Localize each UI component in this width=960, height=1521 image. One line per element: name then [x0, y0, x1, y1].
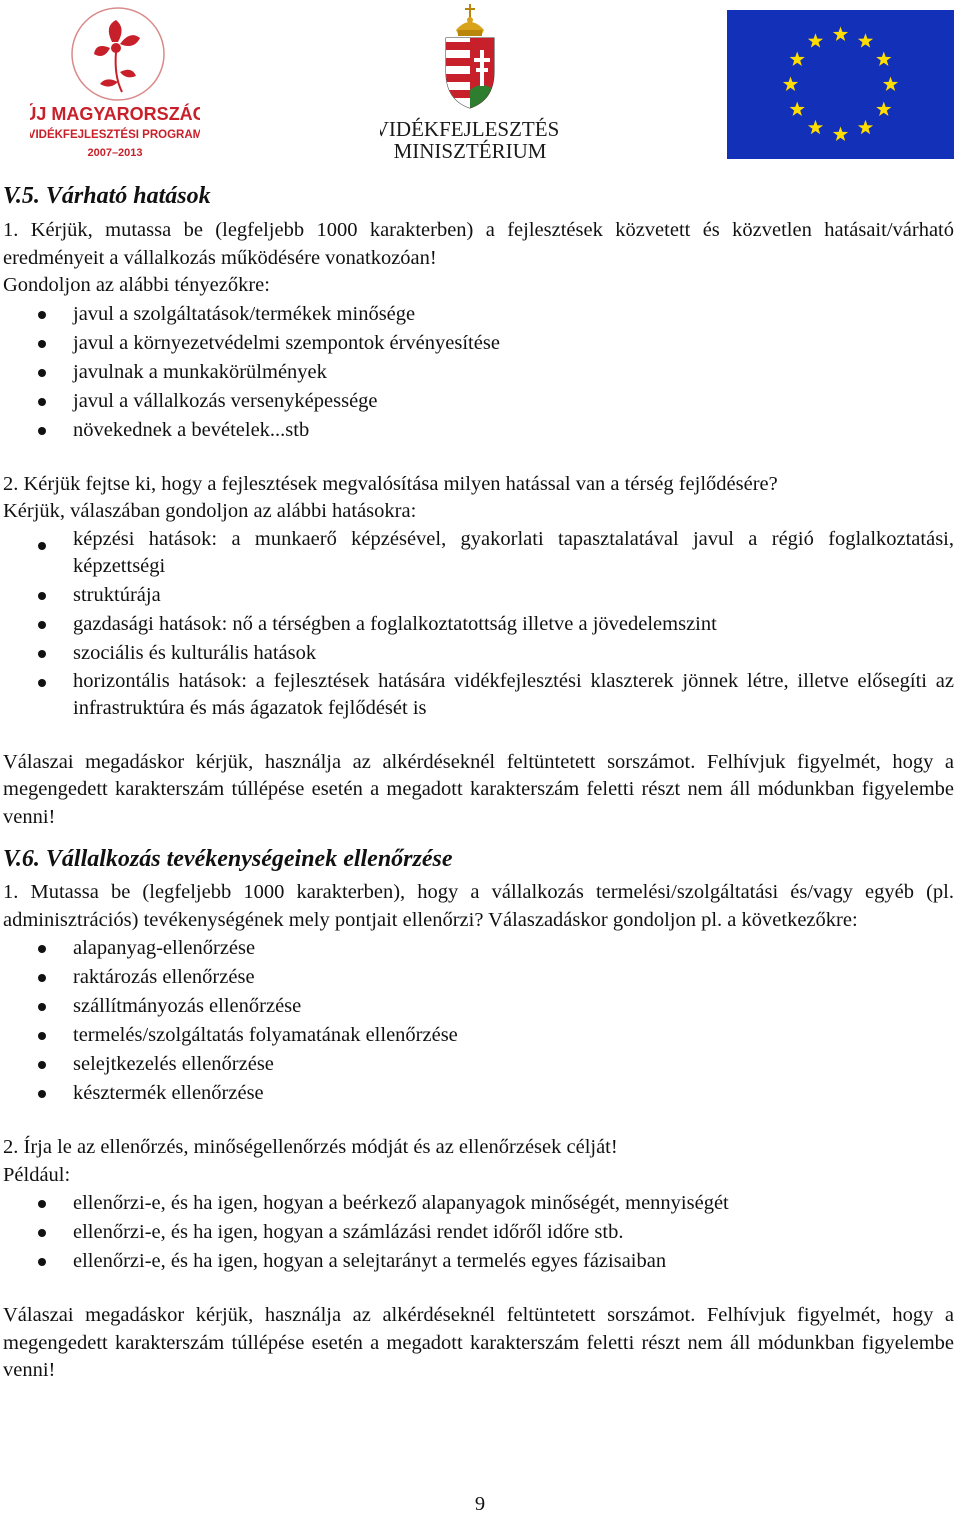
list-item: képzési hatások: a munkaerő képzésével, gyakorlati tapasztalatával javul a régió foglalkoztatási, képzettségi: [3, 526, 954, 581]
bullet-list-v6-1: [3, 934, 954, 1108]
list-item: javul a szolgáltatások/termékek minősége: [3, 300, 954, 329]
bullet-list-v5-1: [3, 300, 954, 445]
section-heading-v6: V.6. Vállalkozás tevékenységeinek ellenőrzése: [3, 846, 453, 872]
svg-text:ÚJ MAGYARORSZÁG: ÚJ MAGYARORSZÁG: [30, 104, 200, 124]
svg-text:VIDÉKFEJLESZTÉSI: VIDÉKFEJLESZTÉSI: [380, 117, 560, 141]
list-item: termelés/szolgáltatás folyamatának ellenőrzése: [3, 1021, 954, 1050]
question-v6-2-intro: Például:: [3, 1163, 71, 1186]
question-v5-1: 1. Kérjük, mutassa be (legfeljebb 1000 karakterben) a fejlesztések közvetett és közvetlen hatásait/várható eredményeit a vállalkozás működésére vonatkozóan!: [3, 219, 954, 269]
note-v6: Válaszai megadáskor kérjük, használja az alkérdéseknél feltüntetett sorszámot. Felhívjuk figyelmét, hogy a megengedett karakterszám túllépése esetén a megadott karakterszám feletti részt nem áll módunkban figyelembe venni!: [3, 1304, 954, 1381]
list-item: késztermék ellenőrzése: [3, 1079, 954, 1108]
list-item: alapanyag-ellenőrzése: [3, 934, 954, 963]
list-item: gazdasági hatások: nő a térségben a foglalkoztatottság illetve a jövedelemszint: [3, 610, 954, 639]
bullet-list-v5-2: [3, 526, 954, 723]
svg-text:VIDÉKFEJLESZTÉSI PROGRAM: VIDÉKFEJLESZTÉSI PROGRAM: [30, 129, 200, 141]
list-item: szállítmányozás ellenőrzése: [3, 992, 954, 1021]
list-item: javulnak a munkakörülmények: [3, 358, 954, 387]
question-v6-1: 1. Mutassa be (legfeljebb 1000 karakterben), hogy a vállalkozás termelési/szolgáltatási és/vagy egyéb (pl. adminisztrációs) tevékenységének mely pontjait ellenőrzi? Válaszadáskor gondoljon pl. a következőkre:: [3, 881, 954, 931]
list-item: selejtkezelés ellenőrzése: [3, 1050, 954, 1079]
document-body: [3, 180, 954, 1385]
question-v5-2-intro: Kérjük, válaszában gondoljon az alábbi hatásokra:: [3, 500, 417, 522]
svg-text:MINISZTÉRIUM: MINISZTÉRIUM: [393, 139, 547, 162]
question-v5-2: 2. Kérjük fejtse ki, hogy a fejlesztések megvalósítása milyen hatással van a térség fejlődésére?: [3, 472, 778, 495]
list-item: szociális és kulturális hatások: [3, 639, 954, 668]
page-number: 9: [474, 1493, 486, 1515]
uj-magyarorszag-logo: [30, 2, 200, 160]
list-item: raktározás ellenőrzése: [3, 963, 954, 992]
videkfejlesztesi-miniszterium-logo: [380, 0, 560, 162]
note-v5: Válaszai megadáskor kérjük, használja az alkérdéseknél feltüntetett sorszámot. Felhívjuk figyelmét, hogy a megengedett karakterszám túllépése esetén a megadott karakterszám feletti részt nem áll módunkban figyelembe venni!: [3, 750, 954, 828]
bullet-list-v6-2: [3, 1189, 954, 1276]
list-item: javul a vállalkozás versenyképessége: [3, 387, 954, 416]
question-v6-2: 2. Írja le az ellenőrzés, minőségellenőrzés módját és az ellenőrzések célját!: [3, 1136, 618, 1158]
list-item: ellenőrzi-e, és ha igen, hogyan a selejtarányt a termelés egyes fázisaiban: [3, 1247, 954, 1276]
list-item: ellenőrzi-e, és ha igen, hogyan a számlázási rendet időről időre stb.: [3, 1218, 954, 1247]
section-heading-v5: V.5. Várható hatások: [3, 183, 211, 209]
list-item: javul a környezetvédelmi szempontok érvényesítése: [3, 329, 954, 358]
question-v5-1-intro: Gondoljon az alábbi tényezőkre:: [3, 274, 270, 296]
list-item: horizontális hatások: a fejlesztések hatására vidékfejlesztési klaszterek jönnek létre, illetve elősegíti az infrastruktúra és más ágazatok fejlődését is: [3, 668, 954, 723]
list-item: struktúrája: [3, 581, 954, 610]
list-item: ellenőrzi-e, és ha igen, hogyan a beérkező alapanyagok minőségét, mennyiségét: [3, 1189, 954, 1218]
list-item: növekednek a bevételek...stb: [3, 416, 954, 445]
eu-flag: [727, 10, 954, 159]
svg-text:2007–2013: 2007–2013: [87, 147, 143, 159]
